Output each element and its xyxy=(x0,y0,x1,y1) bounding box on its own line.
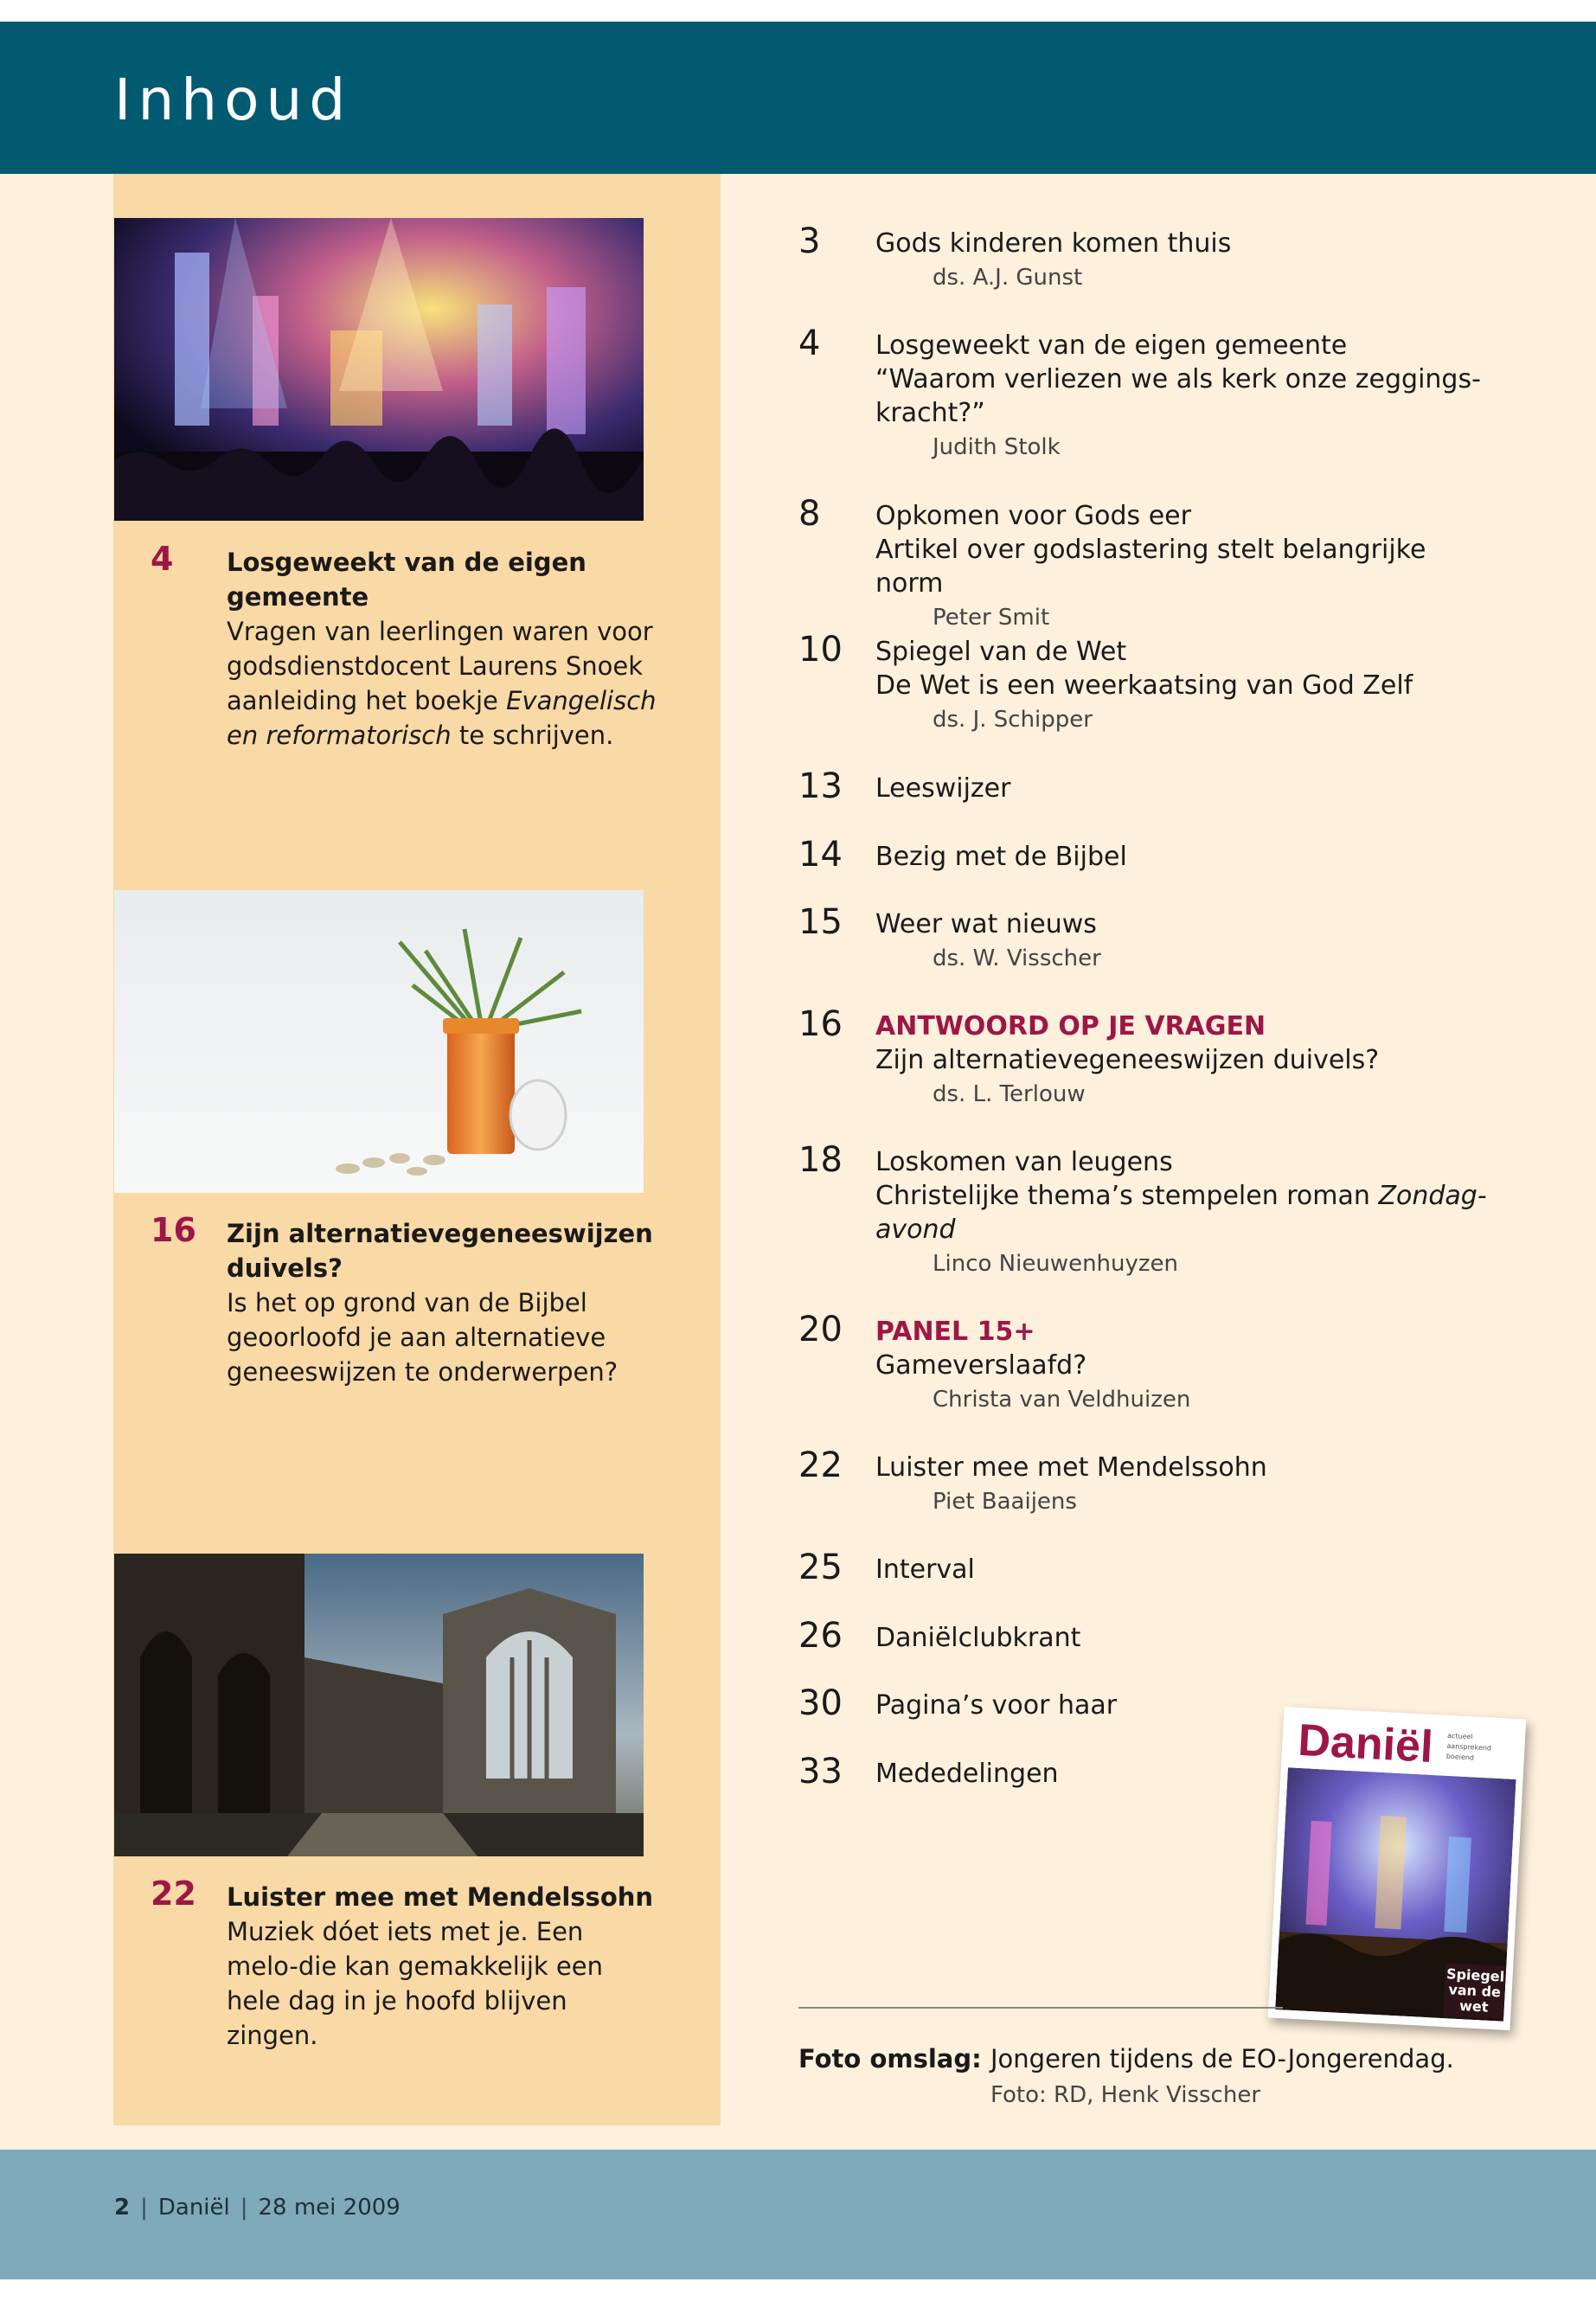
toc-subtitle: Artikel over godslastering stelt belangrijke norm xyxy=(875,535,1426,599)
footer-info: 2 | Daniël | 28 mei 2009 xyxy=(114,2195,401,2221)
cover-tagline: actueel aansprekend boeiend xyxy=(1445,1731,1492,1762)
feature-text: Vragen van leerlingen waren voor godsdienstdocent Laurens Snoek aanleiding het boekje Evangelisch en reformatorisch te schrijven. xyxy=(227,617,657,750)
toc-subtitle: De Wet is een weerkaatsing van God Zelf xyxy=(875,670,1413,701)
caption-text: Jongeren tijdens de EO-Jongerendag. xyxy=(990,2044,1454,2073)
page-footer xyxy=(0,2150,1596,2279)
toc-title: Bezig met de Bijbel xyxy=(875,842,1127,872)
feature-text: Muziek dóet iets met je. Een melo-die kan gemakkelijk een hele dag in je hoofd blijven zingen. xyxy=(227,1917,603,2050)
ruins-photo xyxy=(114,1554,644,1856)
toc-page-number: 10 xyxy=(798,630,843,670)
toc-title: Loskomen van leugens xyxy=(875,1147,1173,1177)
feature-page-number: 22 xyxy=(151,1875,196,1913)
toc-subtitle: Gameverslaafd? xyxy=(875,1350,1087,1381)
toc-title: Leeswijzer xyxy=(875,773,1011,804)
toc-author: Judith Stolk xyxy=(933,434,1061,460)
toc-page-number: 14 xyxy=(798,835,843,875)
caption-label: Foto omslag: xyxy=(798,2044,982,2073)
toc-title: Interval xyxy=(875,1554,975,1585)
toc-page-number: 20 xyxy=(798,1310,843,1349)
issue-date: 28 mei 2009 xyxy=(258,2195,401,2221)
divider xyxy=(798,2007,1283,2009)
magazine-name: Daniël xyxy=(157,2195,230,2221)
toc-title: Luister mee met Mendelssohn xyxy=(875,1452,1267,1483)
magazine-cover-thumbnail xyxy=(1268,1707,1526,2030)
toc-page-number: 22 xyxy=(798,1445,843,1485)
toc-author: Christa van Veldhuizen xyxy=(933,1387,1191,1413)
toc-page-number: 15 xyxy=(798,902,843,942)
feature-title: Luister mee met Mendelssohn xyxy=(227,1882,654,1912)
toc-subtitle: Christelijke thema’s stempelen roman Zondag-avond xyxy=(875,1181,1487,1245)
toc-author: Linco Nieuwenhuyzen xyxy=(933,1251,1179,1277)
toc-subtitle: “Waarom verliezen we als kerk onze zeggings-kracht?” xyxy=(875,364,1481,428)
feature-page-number: 4 xyxy=(151,540,174,578)
top-margin xyxy=(0,0,1596,22)
toc-page-number: 8 xyxy=(798,494,821,534)
toc-title: Mededelingen xyxy=(875,1759,1059,1789)
toc-author: Peter Smit xyxy=(933,605,1050,631)
toc-page-number: 18 xyxy=(798,1140,843,1180)
toc-title: Pagina’s voor haar xyxy=(875,1690,1118,1721)
toc-page-number: 26 xyxy=(798,1616,843,1656)
toc-subtitle: Zijn alternatievegeneeswijzen duivels? xyxy=(875,1045,1380,1075)
toc-title: Spiegel van de Wet xyxy=(875,637,1127,667)
page-title: Inhoud xyxy=(114,67,353,133)
toc-page-number: 30 xyxy=(798,1683,843,1723)
toc-page-number: 13 xyxy=(798,766,843,806)
concert-photo xyxy=(114,218,644,521)
pills-photo xyxy=(114,890,644,1193)
toc-page-number: 3 xyxy=(798,221,821,261)
page-number: 2 xyxy=(114,2195,131,2221)
caption-credit: Foto: RD, Henk Visscher xyxy=(990,2082,1261,2108)
cover-masthead: Daniël xyxy=(1297,1715,1434,1772)
page-header xyxy=(0,22,1596,174)
feature-page-number: 16 xyxy=(151,1211,196,1249)
toc-author: ds. A.J. Gunst xyxy=(933,265,1083,291)
toc-title: Opkomen voor Gods eer xyxy=(875,501,1191,531)
toc-title: Losgeweekt van de eigen gemeente xyxy=(875,330,1348,361)
cover-spiegel-label: Spiegel van de wet xyxy=(1443,1963,1506,2020)
toc-author: ds. L. Terlouw xyxy=(933,1081,1086,1107)
toc-title: Daniëlclubkrant xyxy=(875,1623,1081,1653)
toc-author: ds. W. Visscher xyxy=(933,945,1101,971)
feature-title: Losgeweekt van de eigen gemeente xyxy=(227,548,586,612)
toc-author: ds. J. Schipper xyxy=(933,707,1093,733)
toc-page-number: 25 xyxy=(798,1548,843,1587)
bottom-margin xyxy=(0,2279,1596,2301)
toc-title: Weer wat nieuws xyxy=(875,909,1097,939)
toc-section-label: PANEL 15+ xyxy=(875,1317,1035,1347)
toc-title: Gods kinderen komen thuis xyxy=(875,228,1232,259)
toc-page-number: 33 xyxy=(798,1752,843,1791)
toc-page-number: 4 xyxy=(798,324,821,363)
feature-title: Zijn alternatievegeneeswijzen duivels? xyxy=(227,1219,653,1283)
toc-author: Piet Baaijens xyxy=(933,1489,1077,1515)
toc-section-label: ANTWOORD OP JE VRAGEN xyxy=(875,1011,1266,1042)
toc-page-number: 16 xyxy=(798,1004,843,1044)
feature-text: Is het op grond van de Bijbel geoorloofd je aan alternatieve geneeswijzen te onderwerpen? xyxy=(227,1288,619,1387)
